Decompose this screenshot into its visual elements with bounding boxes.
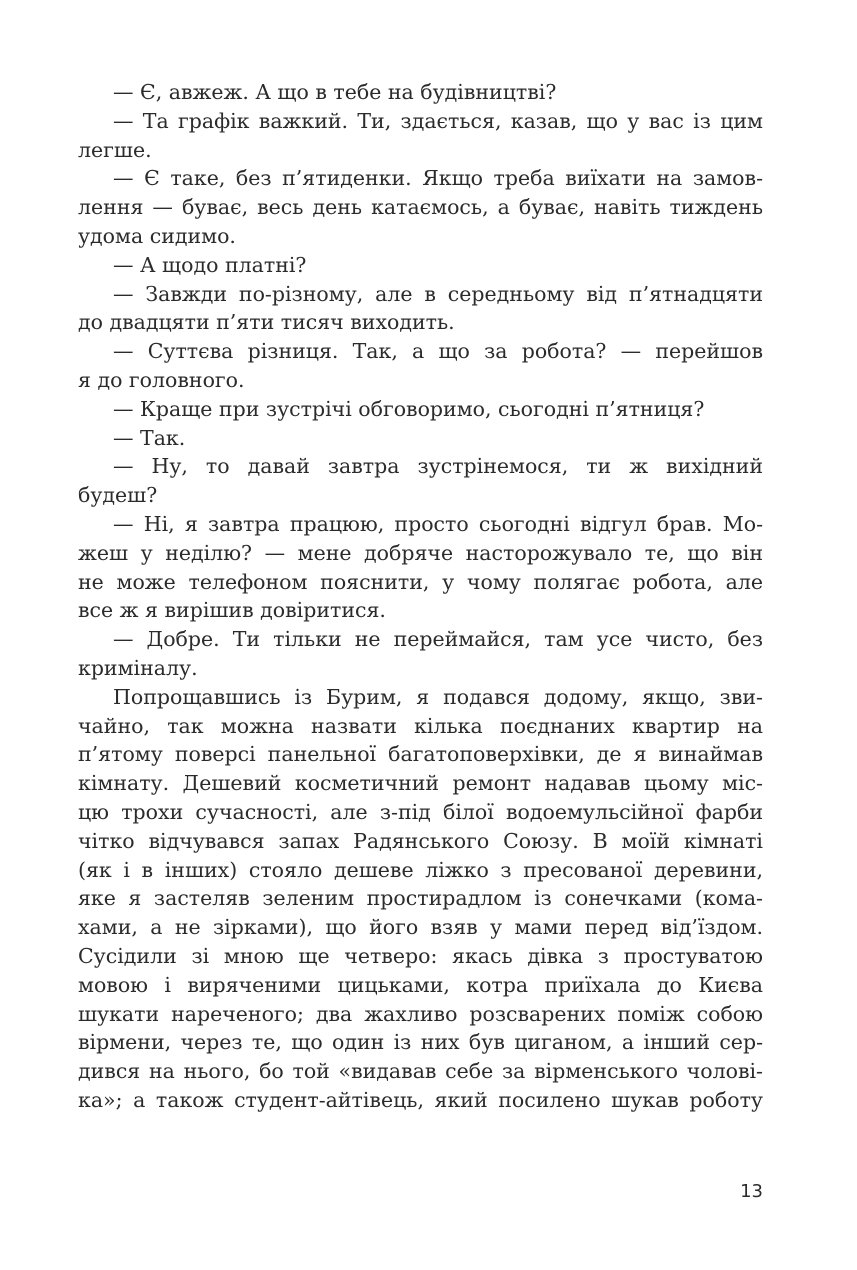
text-line: — А щодо платні? [113, 252, 307, 277]
text-line: легше. [78, 137, 152, 162]
text-line: все ж я вирішив довіритися. [78, 598, 386, 623]
text-line: — Краще при зустрічі обговоримо, сьогодні п’ятниця? [113, 396, 705, 421]
text-line: — Добре. Ти тільки не переймайся, там усе чисто, без [113, 627, 763, 652]
text-line: вірмени, через те, що один із них був циганом, а інший сер- [78, 1030, 763, 1055]
text-line: — Є, авжеж. А що в тебе на будівництві? [113, 80, 557, 104]
text-line: — Ну, то давай завтра зустрінемося, ти ж вихідний [113, 454, 763, 479]
page-number: 13 [740, 1181, 763, 1202]
text-line: — Ні, я завтра працюю, просто сьогодні відгул брав. Мо- [113, 511, 763, 536]
text-line: п’ятому поверсі панельної багатоповерхівки, де я винаймав [78, 742, 763, 767]
text-line: шукати нареченого; два жахливо розсварених поміж собою [78, 1001, 763, 1026]
book-page-text [78, 78, 763, 1115]
text-line: криміналу. [78, 655, 198, 680]
text-line: — Є таке, без п’ятиденки. Якщо треба виїхати на замов- [113, 166, 763, 191]
text-line: чітко відчувався запах Радянського Союзу. В моїй кімнаті [78, 828, 763, 853]
text-line: будеш? [78, 483, 158, 508]
text-line: хами, а не зірками), що його взяв у мами перед від’їздом. [78, 915, 763, 940]
text-line: лення — буває, весь день катаємось, а буває, навіть тиждень [78, 195, 763, 220]
text-line: жеш у неділю? — мене добряче насторожувало те, що він [78, 540, 763, 565]
text-line: мовою і виряченими цицьками, котра приїхала до Києва [78, 972, 763, 997]
text-line: — Та графік важкий. Ти, здається, казав, що у вас із цим [113, 108, 763, 133]
text-line: чайно, так можна назвати кілька поєднаних квартир на [78, 713, 763, 738]
text-line: не може телефоном пояснити, у чому полягає робота, але [78, 569, 763, 594]
text-line: (як і в інших) стояло дешеве ліжко з пресованої деревини, [78, 857, 763, 882]
text-line: ка»; а також студент-айтівець, який посилено шукав роботу [78, 1087, 763, 1112]
text-line: — Завжди по-різному, але в середньому від п’ятнадцяти [113, 281, 763, 306]
text-line: цю трохи сучасності, але з-під білої водоемульсійної фарби [78, 799, 763, 824]
text-line: до двадцяти п’яти тисяч виходить. [78, 310, 455, 335]
text-line: Попрощавшись із Бурим, я подався додому, якщо, зви- [113, 684, 763, 709]
text-line: я до головного. [78, 367, 245, 392]
text-line: дився на нього, бо той «видавав себе за вірменського чолові- [78, 1059, 763, 1084]
text-line: кімнату. Дешевий косметичний ремонт надавав цьому міс- [78, 771, 763, 796]
text-line: — Суттєва різниця. Так, а що за робота? — перейшов [113, 339, 763, 364]
text-line: яке я застеляв зеленим простирадлом із сонечками (кома- [78, 886, 763, 911]
text-line: удома сидимо. [78, 223, 236, 248]
text-line: — Так. [113, 425, 186, 450]
text-line: Сусідили зі мною ще четверо: якась дівка з простуватою [78, 943, 763, 968]
